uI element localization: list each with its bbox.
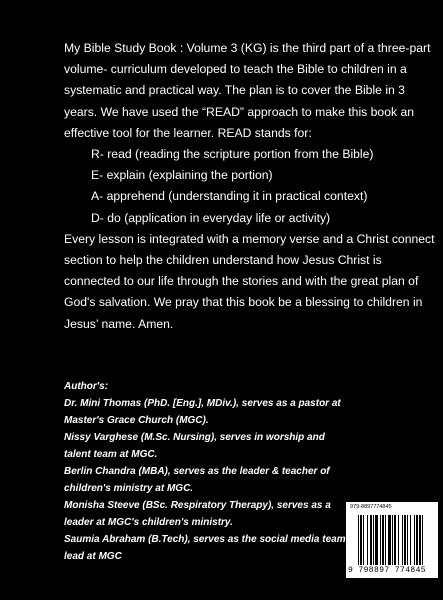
barcode-bars — [358, 515, 434, 565]
closing-paragraph: Every lesson is integrated with a memory verse and a Christ connect section to help the children understand how Jesus Christ is connected to our life through the stories and with the great plan of God's salvation. We pray that this book be a blessing to children in Jesus’ name. Amen. — [64, 231, 435, 331]
description-block — [64, 38, 436, 335]
authors-heading: Author's: — [64, 381, 109, 392]
list-item: R- read (reading the scripture portion from the Bible) — [91, 147, 374, 162]
barcode-digits: 9 798897 774845 — [348, 566, 427, 575]
read-approach-list — [64, 144, 436, 229]
list-item: D- do (application in everyday life or activity) — [91, 210, 331, 225]
author-entry: Nissy Varghese (M.Sc. Nursing), serves in worship and talent team at MGC. — [64, 432, 325, 460]
intro-paragraph: My Bible Study Book : Volume 3 (KG) is the third part of a three-part volume- curriculum developed to teach the Bible to children in a systematic and practical way. The plan is to cover the Bible in 3 years. We have used the “READ” approach to make this book an effective tool for the learner. READ stands for: — [64, 41, 431, 140]
list-item: A- apprehend (understanding it in practical context) — [91, 189, 368, 204]
author-entry: Dr. Mini Thomas (PhD. [Eng.], MDiv.), serves as a pastor at Master's Grace Church (MGC). — [64, 398, 341, 426]
authors-block — [64, 378, 354, 565]
author-entry: Saumia Abraham (B.Tech), serves as the social media team lead at MGC — [64, 534, 346, 562]
author-entry: Berlin Chandra (MBA), serves as the leader & teacher of children's ministry at MGC. — [64, 466, 330, 494]
author-entry: Monisha Steeve (BSc. Respiratory Therapy), serves as a leader at MGC's children's ministry. — [64, 500, 331, 528]
barcode-box — [346, 502, 438, 578]
isbn-text: 979-8897774845 — [350, 504, 392, 510]
list-item: E- explain (explaining the portion) — [91, 168, 273, 183]
